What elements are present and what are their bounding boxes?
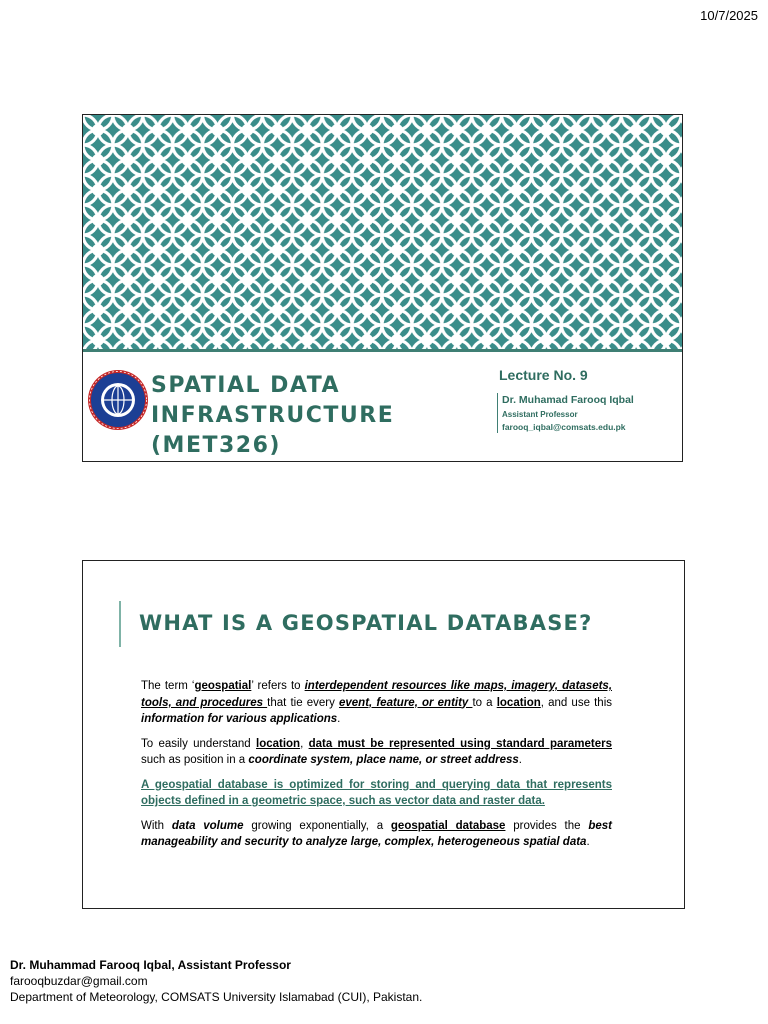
slide-heading: WHAT IS A GEOSPATIAL DATABASE? <box>139 611 593 635</box>
course-title: SPATIAL DATA INFRASTRUCTURE (MET326) <box>151 373 395 458</box>
author-role: Assistant Professor <box>502 410 578 419</box>
author-name: Dr. Muhamad Farooq Iqbal <box>502 394 634 406</box>
author-box <box>497 393 677 433</box>
university-logo-icon <box>87 369 149 431</box>
decorative-pattern <box>83 115 682 349</box>
lecture-info <box>497 367 677 433</box>
page-footer <box>10 957 422 1005</box>
title-slide <box>82 114 683 462</box>
author-email: farooq_iqbal@comsats.edu.pk <box>502 422 626 432</box>
paragraph-2: To easily understand location, data must be represented using standard parameters such as position in a coordinate system, place name, or street address. <box>141 737 612 766</box>
paragraph-4: With data volume growing exponentially, a geospatial database provides the best manageability and security to analyze large, complex, heterogeneous spatial data. <box>141 819 612 848</box>
lecture-number: Lecture No. 9 <box>499 367 588 383</box>
content-slide <box>82 560 685 909</box>
slide-body <box>141 678 612 859</box>
footer-email: farooqbuzdar@gmail.com <box>10 974 148 988</box>
page-date: 10/7/2025 <box>700 8 758 23</box>
footer-name: Dr. Muhammad Farooq Iqbal, Assistant Professor <box>10 958 291 972</box>
heading-accent-rule <box>119 601 121 647</box>
paragraph-3-highlight: A geospatial database is optimized for storing and querying data that represents objects defined in a geometric space, such as vector data and raster data. <box>141 778 612 807</box>
title-divider <box>83 349 682 352</box>
paragraph-1: The term ‘geospatial’ refers to interdependent resources like maps, imagery, datasets, tools, and procedures that tie every event, feature, or entity to a location, and use this information for various applications. <box>141 680 613 725</box>
footer-department: Department of Meteorology, COMSATS University Islamabad (CUI), Pakistan. <box>10 990 423 1004</box>
